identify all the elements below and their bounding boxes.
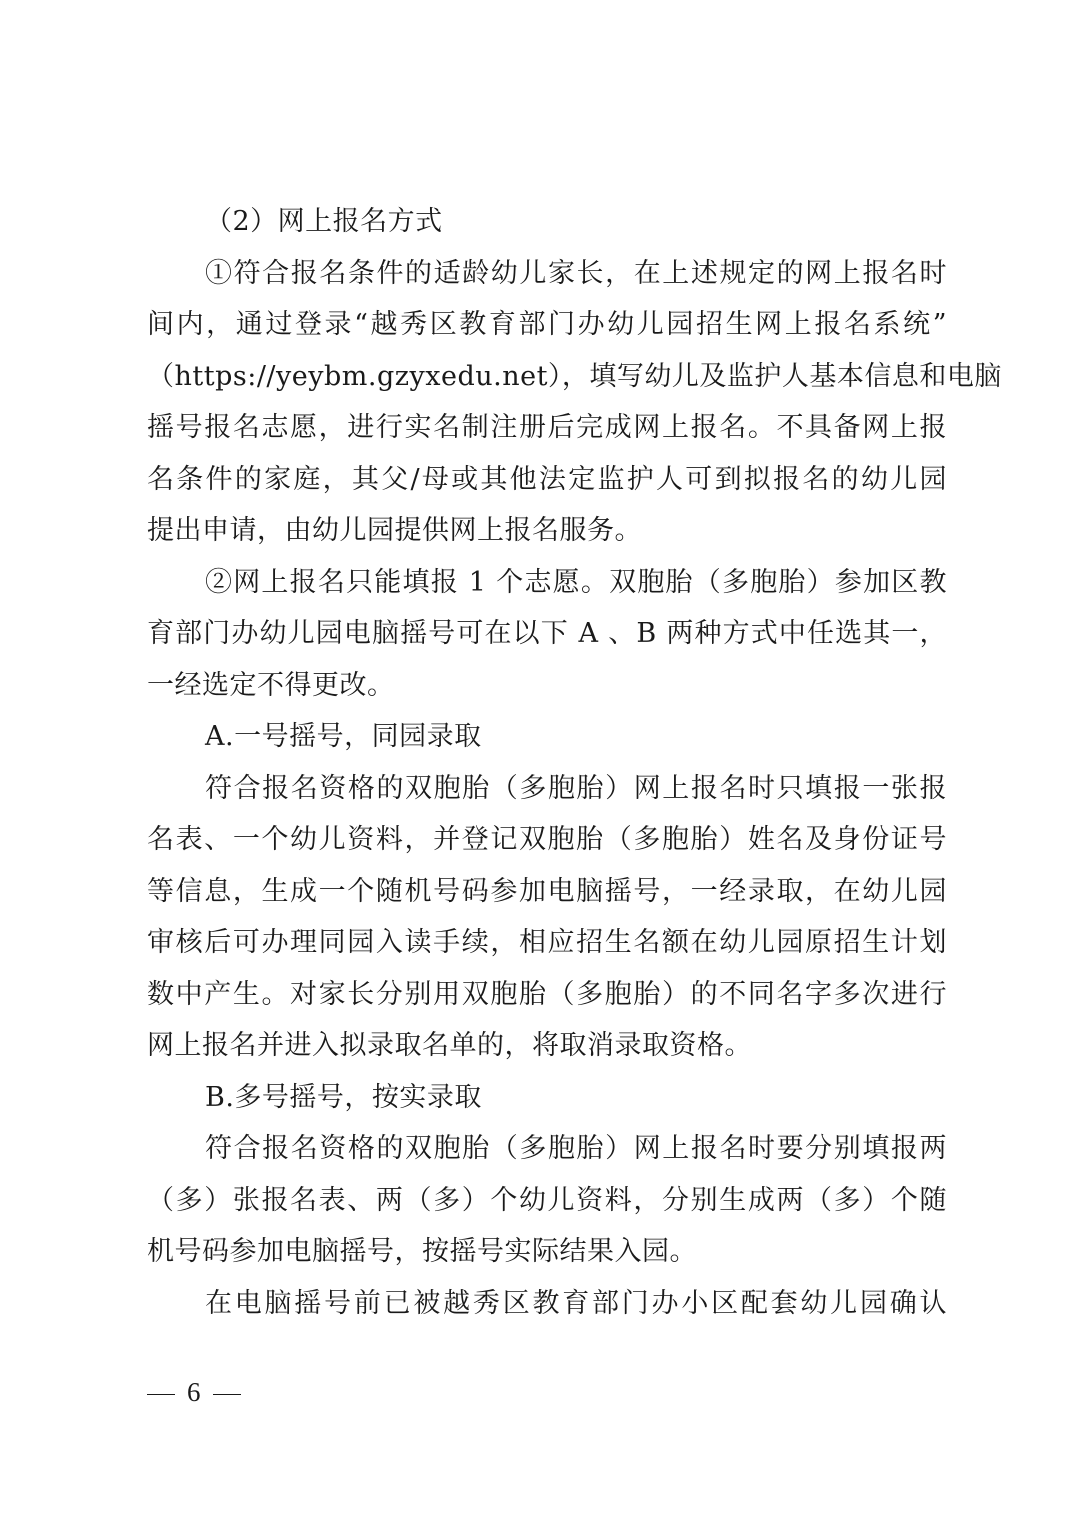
paragraph-line: ①符合报名条件的适龄幼儿家长，在上述规定的网上报名时 [205, 257, 947, 289]
paragraph-line: 间内，通过登录“越秀区教育部门办幼儿园招生网上报名系统” [147, 309, 947, 340]
section-heading-online-registration: （2）网上报名方式 [205, 206, 443, 237]
paragraph-line: 摇号报名志愿，进行实名制注册后完成网上报名。不具备网上报 [147, 412, 947, 443]
page-footer [147, 1372, 241, 1412]
document-body [147, 196, 1002, 1329]
paragraph-line: 名条件的家庭，其父/母或其他法定监护人可到拟报名的幼儿园 [147, 463, 947, 495]
paragraph-line: 名表、一个幼儿资料，并登记双胞胎（多胞胎）姓名及身份证号 [147, 824, 947, 855]
paragraph-line: （多）张报名表、两（多）个幼儿资料，分别生成两（多）个随 [147, 1184, 947, 1216]
paragraph-line: 提出申请，由幼儿园提供网上报名服务。 [147, 515, 642, 546]
paragraph-line: 符合报名资格的双胞胎（多胞胎）网上报名时只填报一张报 [205, 772, 947, 804]
subheading-option-a: A.一号摇号，同园录取 [205, 721, 482, 752]
subheading-option-b: B.多号摇号，按实录取 [205, 1081, 482, 1113]
paragraph-line: 一经选定不得更改。 [147, 669, 395, 701]
paragraph-line: 育部门办幼儿园电脑摇号可在以下 A 、B 两种方式中任选其一， [147, 618, 947, 649]
paragraph-line: ②网上报名只能填报 1 个志愿。双胞胎（多胞胎）参加区教 [205, 566, 947, 598]
paragraph-line: 在电脑摇号前已被越秀区教育部门办小区配套幼儿园确认 [205, 1287, 947, 1319]
paragraph-line: 符合报名资格的双胞胎（多胞胎）网上报名时要分别填报两 [205, 1133, 947, 1164]
paragraph-line: （https://yeybm.gzyxedu.net），填写幼儿及监护人基本信息和电脑 [147, 360, 1002, 392]
paragraph-line: 机号码参加电脑摇号，按摇号实际结果入园。 [147, 1236, 697, 1267]
footer-dash-left [147, 1394, 175, 1395]
paragraph-line: 等信息，生成一个随机号码参加电脑摇号，一经录取，在幼儿园 [147, 875, 947, 907]
page-number: 6 [187, 1377, 201, 1407]
paragraph-line: 审核后可办理同园入读手续，相应招生名额在幼儿园原招生计划 [147, 927, 947, 958]
paragraph-line: 网上报名并进入拟录取名单的，将取消录取资格。 [147, 1030, 752, 1061]
footer-dash-right [213, 1394, 241, 1395]
paragraph-line: 数中产生。对家长分别用双胞胎（多胞胎）的不同名字多次进行 [147, 978, 947, 1010]
